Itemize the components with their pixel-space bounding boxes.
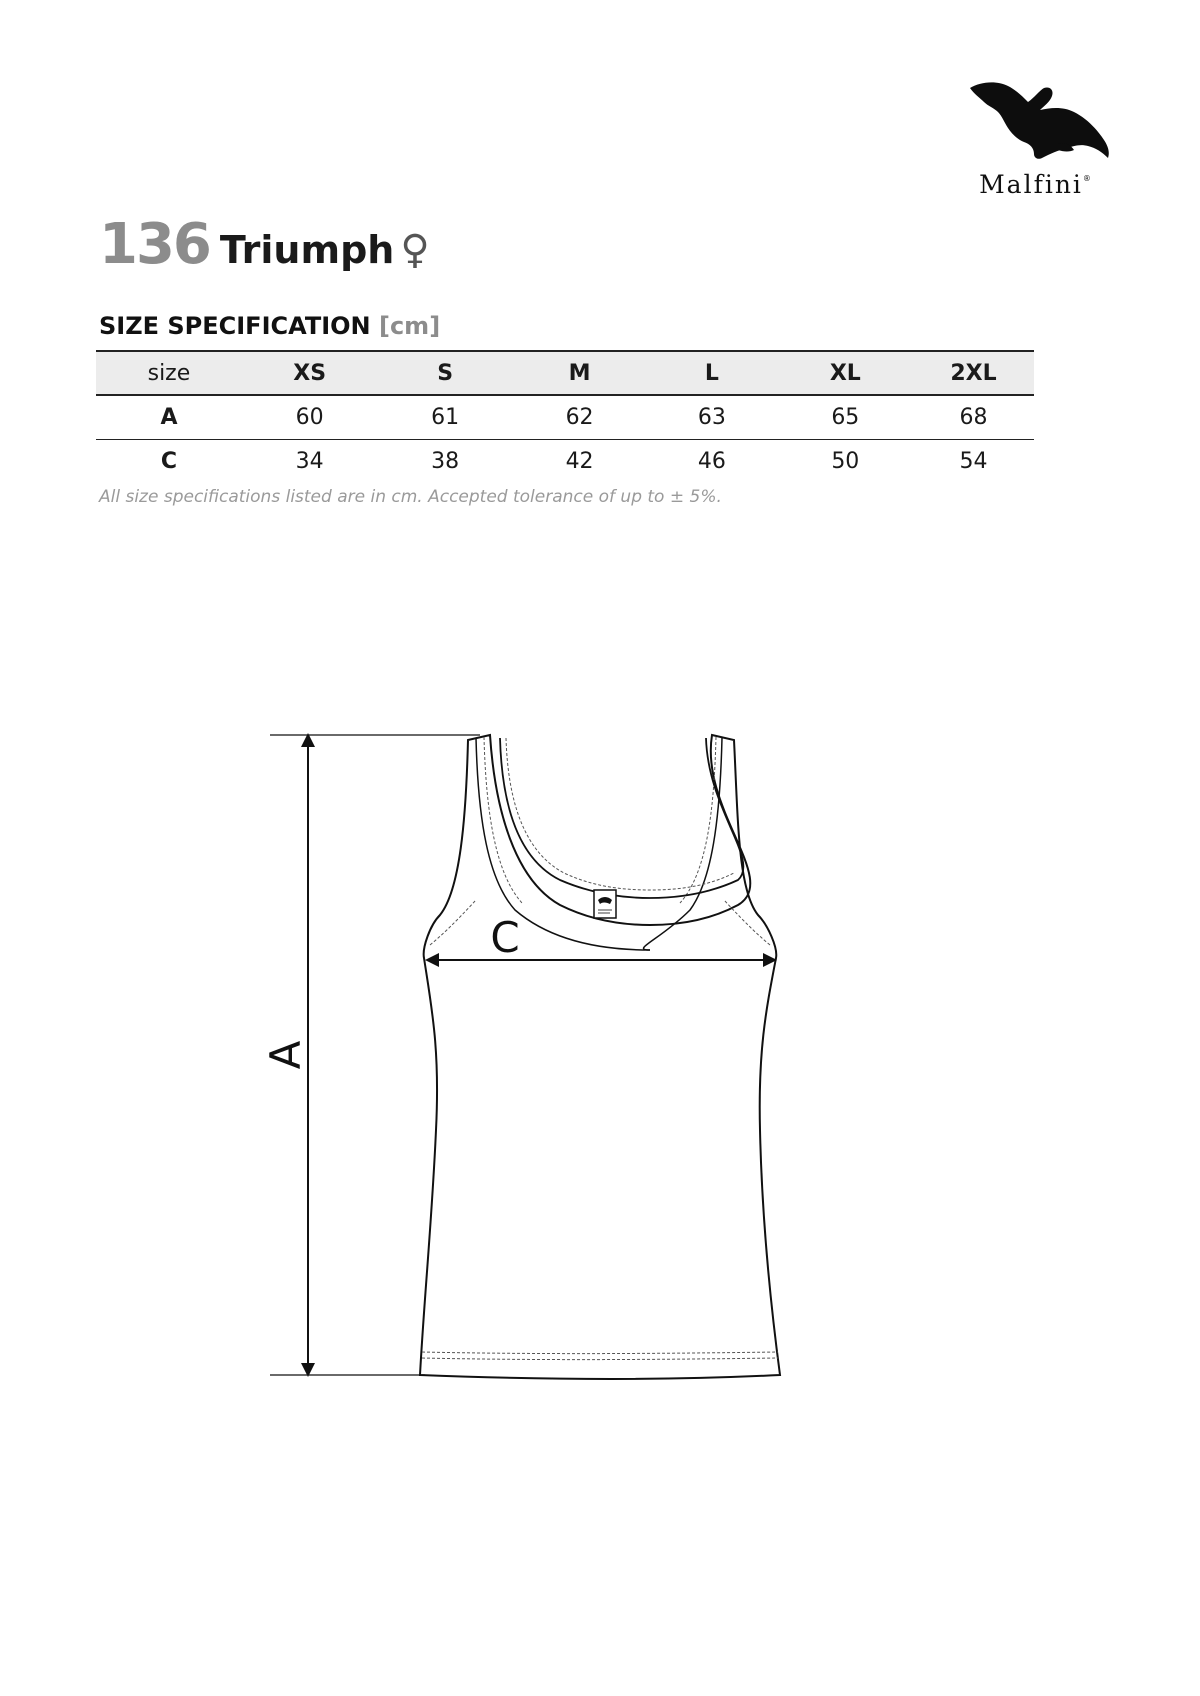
size-header-cell: L [704, 360, 719, 386]
hem-stitch-line [422, 1352, 778, 1354]
table-cell: 65 [831, 404, 860, 430]
table-cell: 38 [431, 448, 460, 474]
dimension-a-label: A [261, 1040, 310, 1070]
table-cell: 60 [295, 404, 324, 430]
table-cell: 63 [697, 404, 726, 430]
eagle-logo-icon [958, 72, 1118, 162]
tank-top-diagram [0, 700, 1200, 1420]
tolerance-note: All size specifications listed are in cm. Accepted tolerance of up to ± 5%. [99, 487, 722, 507]
table-cell: 42 [565, 448, 594, 474]
row-label: C [160, 448, 178, 474]
table-cell: 61 [431, 404, 460, 430]
product-number: 136 [99, 212, 210, 277]
table-cell: 68 [959, 404, 988, 430]
size-header-cell: S [437, 360, 454, 386]
table-cell: 34 [295, 448, 324, 474]
female-symbol-icon: ♀ [400, 227, 430, 273]
size-header-cell: XS [293, 360, 327, 386]
malfini-logo [950, 72, 1120, 202]
size-header-row [96, 351, 1034, 395]
table-cell: 54 [959, 448, 988, 474]
row-label: A [160, 404, 178, 430]
tank-top-outline [420, 735, 780, 1379]
size-header-cell: M [568, 360, 591, 386]
table-cell: 50 [831, 448, 860, 474]
size-spec-unit: [cm] [378, 312, 441, 340]
size-table [96, 350, 1034, 483]
neck-label-tag [594, 890, 616, 918]
size-header-label: size [147, 360, 191, 386]
table-cell: 46 [697, 448, 726, 474]
table-cell: 62 [565, 404, 594, 430]
product-name: Triumph [219, 228, 395, 272]
table-row [96, 395, 1034, 439]
size-header-cell: XL [829, 360, 861, 386]
size-spec-heading-text: SIZE SPECIFICATION [99, 312, 371, 340]
table-row [96, 439, 1034, 483]
size-header-cell: 2XL [950, 360, 997, 386]
brand-wordmark: Malfini® [979, 170, 1091, 199]
product-title [99, 212, 430, 277]
dimension-c-label: C [490, 913, 520, 962]
size-spec-heading [99, 312, 440, 340]
